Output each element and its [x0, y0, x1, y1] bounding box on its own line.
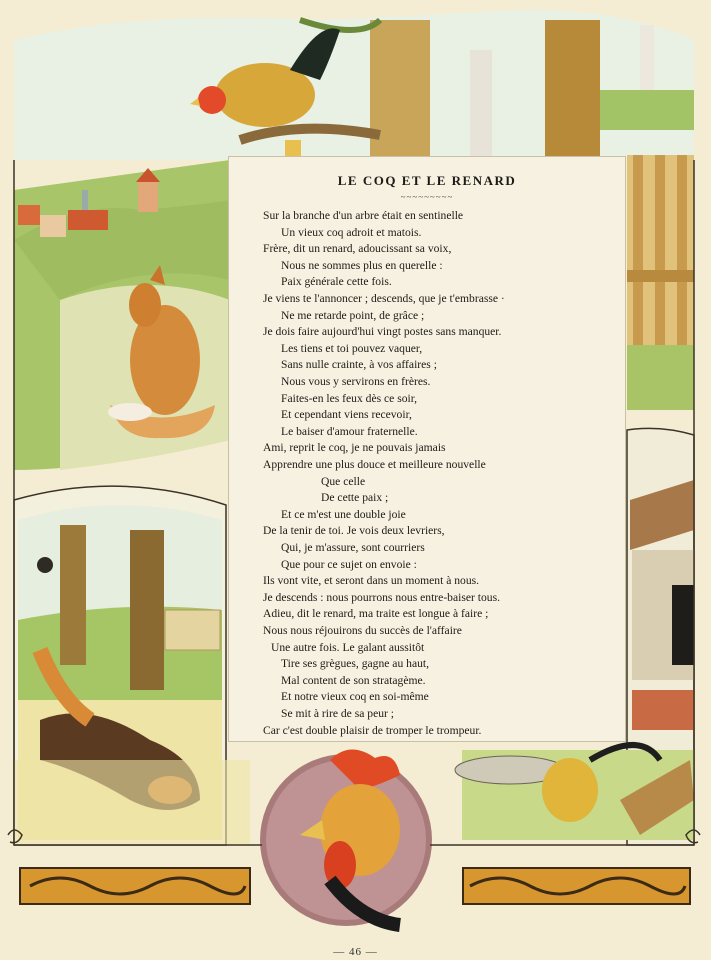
poem-line: Une autre fois. Le galant aussitôt — [271, 640, 425, 654]
poem-line: De la tenir de toi. Je vois deux levriers, — [263, 524, 445, 538]
poem-line: Mal content de son stratagème. — [281, 673, 426, 687]
poem-line: Que pour ce sujet on envoie : — [281, 557, 417, 571]
bottom-right-illustration — [455, 745, 694, 840]
bottom-left-illustration — [14, 760, 250, 845]
poem-line: Tire ses grègues, gagne au haut, — [281, 657, 430, 671]
poem-line: Nous ne sommes plus en querelle : — [281, 258, 443, 272]
poem-line: Ne me retarde point, de grâce ; — [281, 308, 425, 322]
poem-line: Paix générale cette fois. — [281, 275, 392, 289]
poem-line: Faites-en les feux dès ce soir, — [281, 391, 418, 405]
poem-line: Que celle — [321, 474, 366, 488]
poem-line: Le baiser d'amour fraternelle. — [281, 424, 418, 438]
poem-line: Je dois faire aujourd'hui vingt postes sans manquer. — [263, 325, 502, 339]
poem-line: Adieu, dit le renard, ma traite est longue à faire ; — [263, 607, 489, 621]
poem-title: LE COQ ET LE RENARD — [337, 173, 517, 188]
poem-line: Sans nulle crainte, à vos affaires ; — [281, 358, 437, 372]
right-ornamental-band — [463, 868, 690, 904]
poem-line: Nous vous y servirons en frères. — [281, 375, 431, 388]
poem-line: Ils vont vite, et seront dans un moment à nous. — [263, 574, 480, 588]
poem-line: Je descends : nous pourrons nous entre-baiser tous. — [263, 590, 500, 604]
poem-line: De cette paix ; — [321, 491, 389, 505]
poem-line: Je viens te l'annoncer ; descends, que je t'embrasse · — [263, 292, 505, 305]
left-ornamental-band — [20, 868, 250, 904]
poem-line: Frère, dit un renard, adoucissant sa voix, — [263, 242, 452, 256]
title-ornament: ~~~~~~~~~ — [400, 192, 454, 202]
poem-line: Ami, reprit le coq, je ne pouvais jamais — [263, 441, 446, 455]
poem-line: Un vieux coq adroit et matois. — [281, 225, 422, 239]
poem-line: Se mit à rire de sa peur ; — [281, 707, 394, 720]
poem-line: Sur la branche d'un arbre était en sentinelle — [263, 209, 464, 222]
poem-line: Et notre vieux coq en soi-même — [281, 690, 429, 704]
poem-line: Les tiens et toi pouvez vaquer, — [281, 341, 423, 355]
rooster-head-medallion — [260, 749, 432, 926]
poem-line: Qui, je m'assure, sont courriers — [281, 541, 425, 554]
poem-line: Nous nous réjouirons du succès de l'affaire — [263, 624, 462, 637]
poem-line: Et ce m'est une double joie — [281, 507, 406, 521]
poem-text-panel — [228, 156, 626, 742]
poem-line: Car c'est double plaisir de tromper le trompeur. — [263, 723, 482, 737]
page-number: — 46 — — [333, 946, 378, 958]
poem-line: Apprendre une plus douce et meilleure nouvelle — [263, 458, 486, 471]
poem-line: Et cependant viens recevoir, — [281, 408, 412, 422]
